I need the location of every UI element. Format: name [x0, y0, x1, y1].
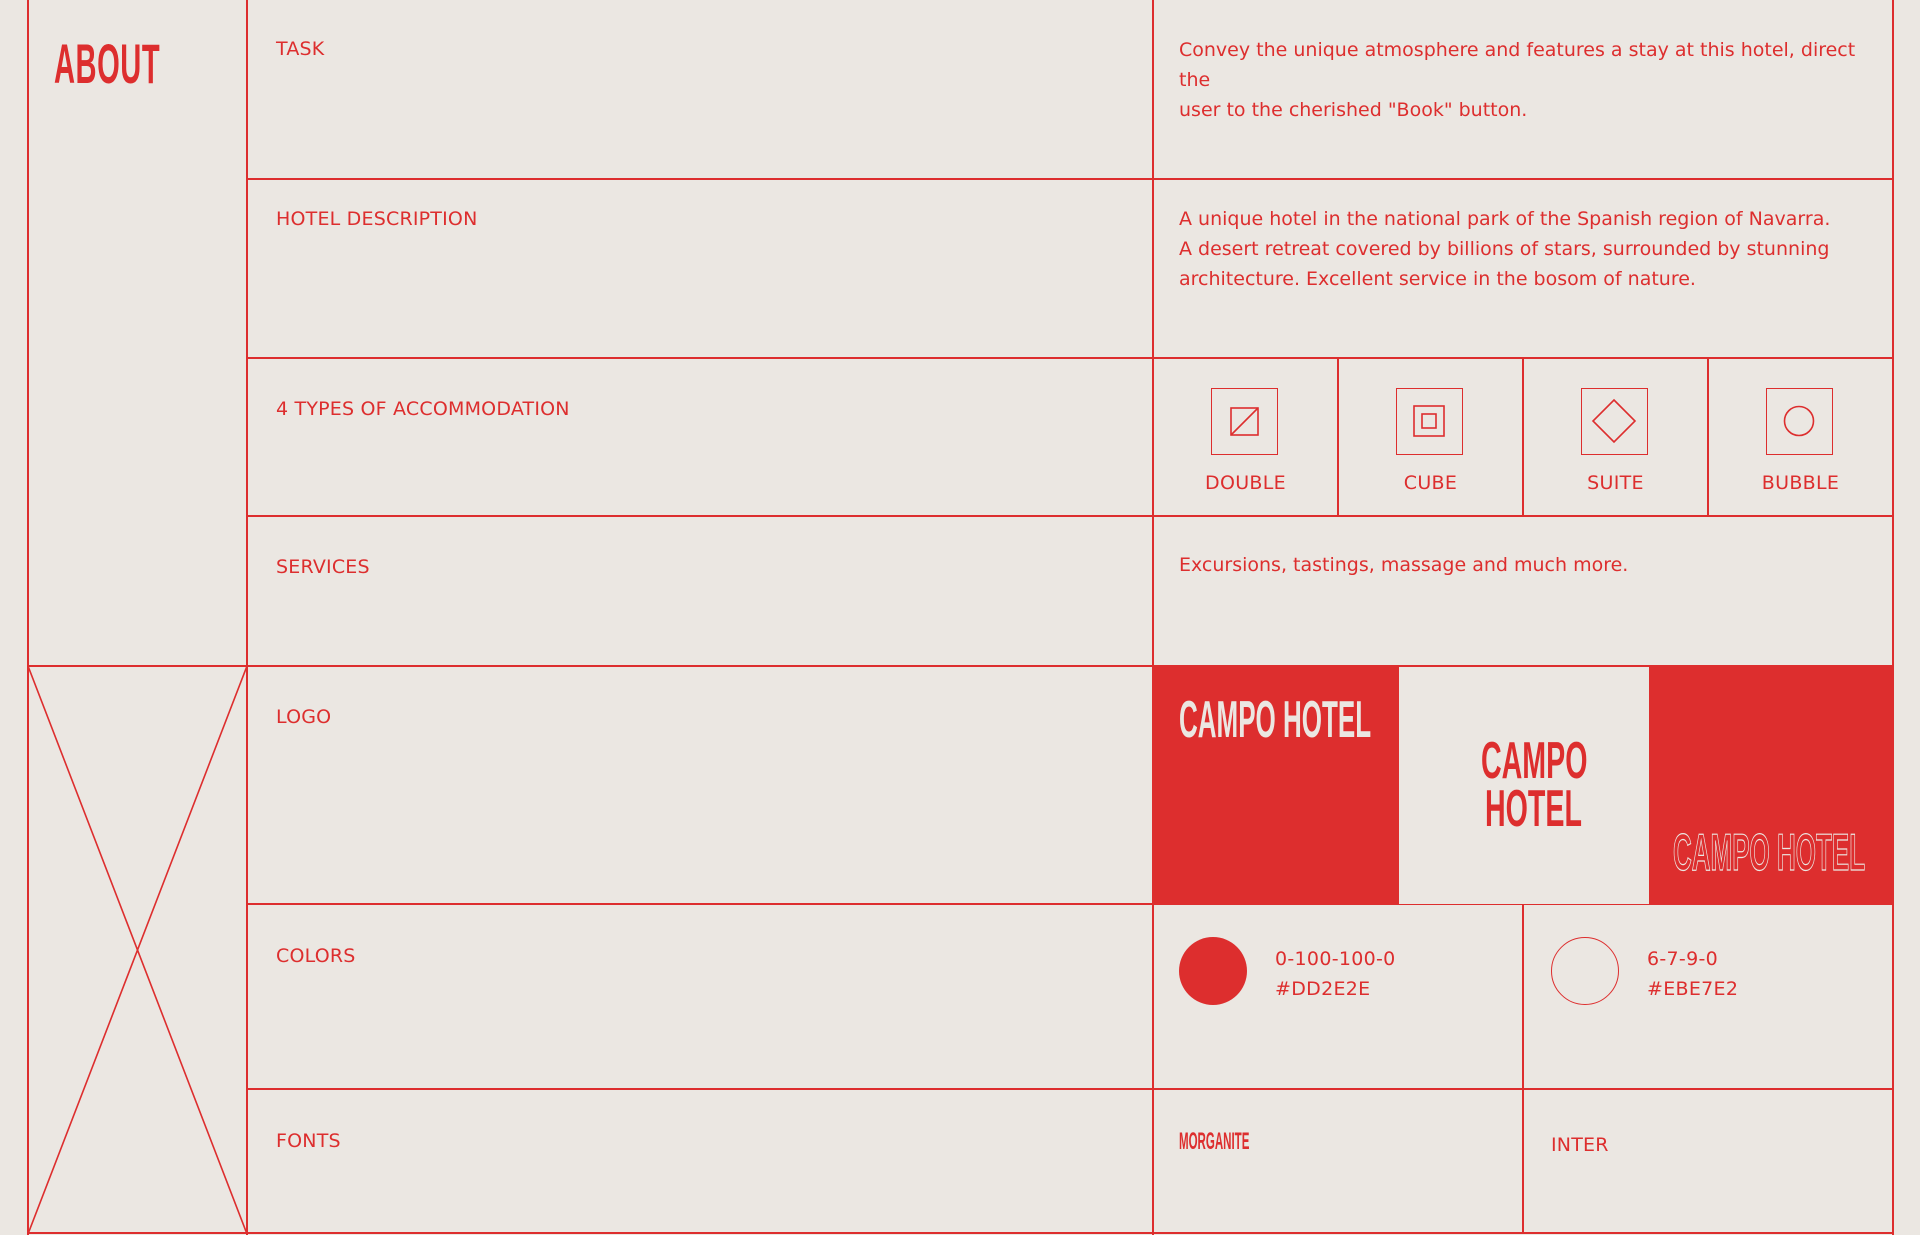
row-divider: [247, 357, 1893, 359]
logo-variant-filled: [1153, 667, 1399, 904]
color-swatch-red-values: 0-100-100-0 #DD2E2E: [1275, 948, 1396, 1000]
diamond-icon: [1581, 388, 1648, 455]
accommodation-cube-label: CUBE: [1403, 472, 1458, 494]
hotel-description-label: HOTEL DESCRIPTION: [276, 208, 478, 230]
fonts-label: FONTS: [276, 1130, 341, 1152]
logo-wordmark-outline: CAMPO HOTEL: [1673, 824, 1866, 882]
accommodation-label: 4 TYPES OF ACCOMMODATION: [276, 398, 570, 420]
color-swatch-cream-values: 6-7-9-0 #EBE7E2: [1647, 948, 1739, 1000]
font-sample-morganite: MORGANITE: [1179, 1128, 1250, 1155]
row-divider: [247, 1088, 1893, 1090]
services-label: SERVICES: [276, 556, 370, 578]
task-description: Convey the unique atmosphere and features a stay at this hotel, direct the user to the cherished "Book" button.: [1179, 39, 1856, 121]
logo-label: LOGO: [276, 706, 332, 728]
row-divider: [247, 515, 1893, 517]
accommodation-suite-label: SUITE: [1587, 472, 1644, 494]
page-title: ABOUT: [54, 32, 161, 95]
accommodation-bubble-label: BUBBLE: [1761, 472, 1840, 494]
nested-square-icon: [1396, 388, 1463, 455]
logo-wordmark-line-2: HOTEL: [1485, 780, 1582, 838]
accommodation-double-label: DOUBLE: [1205, 472, 1286, 494]
color-swatch-red: [1179, 937, 1247, 1005]
task-label: TASK: [276, 38, 325, 60]
colors-divider: [1522, 904, 1524, 1234]
right-border: [1892, 0, 1894, 1235]
logo-wordmark: CAMPO HOTEL: [1179, 691, 1372, 749]
hotel-description-text: A unique hotel in the national park of the Spanish region of Navarra. A desert retreat covered by billions of stars, surrounded by stunning architecture. Excellent service in the bosom of nature.: [1179, 208, 1831, 290]
bottom-border: [28, 1232, 1893, 1234]
logo-variant-outline: [1649, 667, 1893, 904]
logo-wordmark-line-1: CAMPO: [1481, 732, 1588, 790]
value-column-border: [1152, 0, 1154, 1235]
circle-icon: [1766, 388, 1833, 455]
logo-variant-stacked: [1399, 667, 1649, 904]
font-sample-inter: INTER: [1551, 1134, 1609, 1156]
services-text: Excursions, tastings, massage and much more.: [1179, 554, 1629, 576]
color-swatch-cream: [1551, 937, 1619, 1005]
row-divider: [247, 178, 1893, 180]
colors-label: COLORS: [276, 945, 356, 967]
image-placeholder-icon: [28, 666, 247, 1234]
square-diagonal-icon: [1211, 388, 1278, 455]
